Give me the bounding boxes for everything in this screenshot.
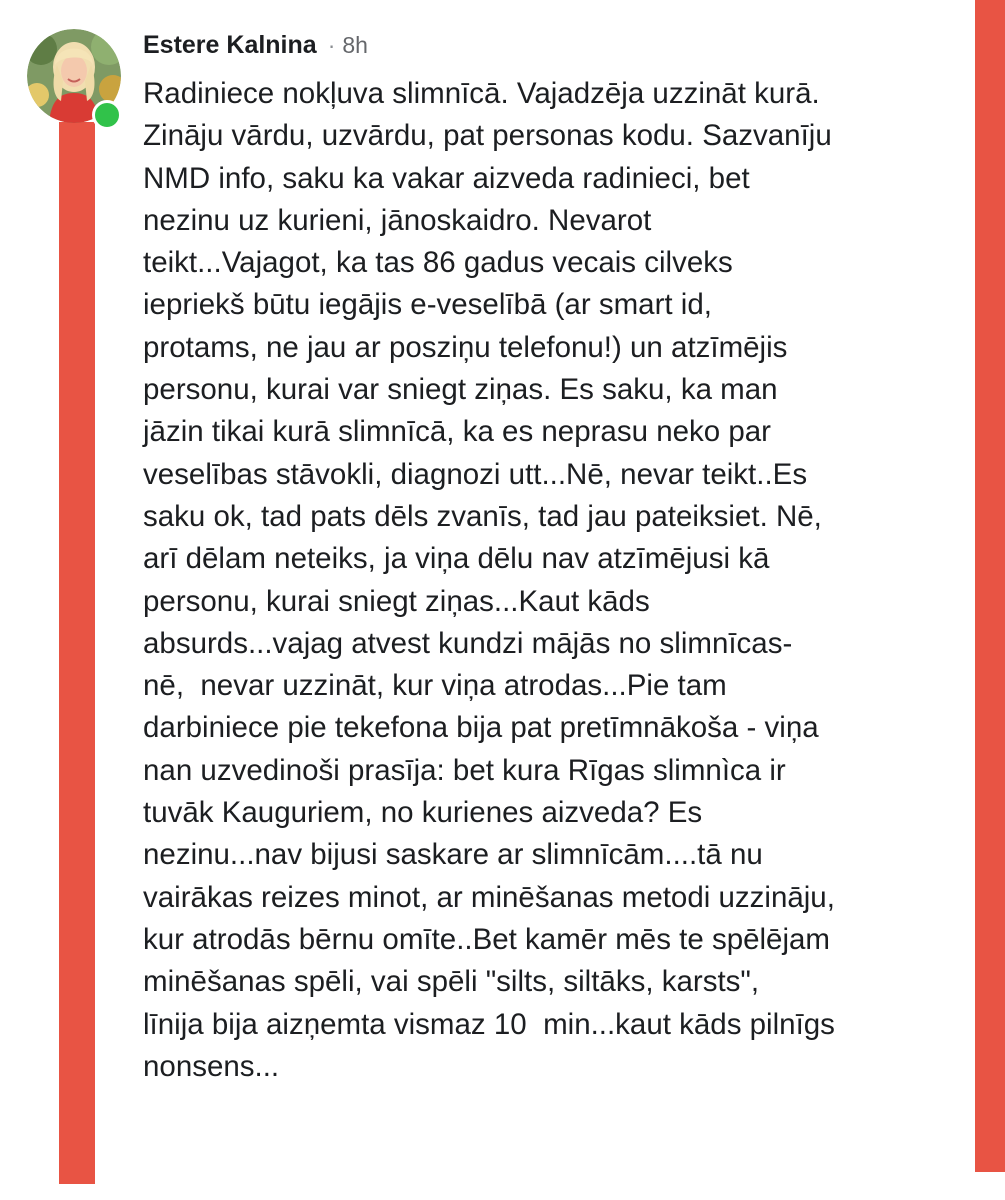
online-status-dot (92, 100, 122, 130)
author-name[interactable]: Estere Kalnina (143, 31, 317, 59)
comment-text-line: teikt...Vajagot, ka tas 86 gadus vecais cilveks (143, 246, 733, 280)
thread-bar-left (59, 122, 95, 1184)
thread-bar-right (975, 0, 1005, 1172)
comment-text-line: iepriekš būtu iegājis e-veselībā (ar smart id, (143, 288, 712, 322)
comment-text-line: nē, nevar uzzināt, kur viņa atrodas...Pie tam (143, 669, 727, 703)
comment-text-line: kur atrodās bērnu omīte..Bet kamēr mēs te spēlējam (143, 922, 830, 956)
comment-text-line: minēšanas spēli, vai spēli "silts, siltāks, karsts", (143, 965, 760, 999)
comment-text-line: līnija bija aizņemta vismaz 10 min...kaut kāds pilnīgs (143, 1007, 835, 1041)
comment-header (143, 31, 368, 60)
comment-text-line: nezinu...nav bijusi saskare ar slimnīcām....tā nu (143, 838, 763, 872)
comment-text-line: Zināju vārdu, uzvārdu, pat personas kodu. Sazvanīju (143, 119, 832, 153)
comment-text-line: nan uzvedinoši prasīja: bet kura Rīgas slimnìca ir (143, 753, 786, 787)
comment-text-line: vairākas reizes minot, ar minēšanas metodi uzzināju, (143, 880, 835, 914)
comment-text-line: tuvāk Kauguriem, no kurienes aizveda? Es (143, 796, 703, 830)
comment-text-line: personu, kurai sniegt ziņas...Kaut kāds (143, 584, 650, 618)
comment-text-line: NMD info, saku ka vakar aizveda radinieci, bet (143, 161, 750, 195)
comment-text-line: darbiniece pie tekefona bija pat pretīmnākoša - viņa (143, 711, 819, 745)
avatar[interactable] (27, 29, 121, 123)
comment-text-line: protams, ne jau ar posziņu telefonu!) un atzīmējis (143, 330, 788, 364)
comment-text-line: Radiniece nokļuva slimnīcā. Vajadzēja uzzināt kurā. (143, 77, 820, 110)
comment-body (143, 73, 973, 1088)
comment-text-line: absurds...vajag atvest kundzi mājās no slimnīcas- (143, 626, 793, 660)
comment-text-line: jāzin tikai kurā slimnīcā, ka es neprasu neko par (143, 415, 771, 449)
comment-text-line: nonsens... (143, 1049, 280, 1083)
comment-text-line: personu, kurai var sniegt ziņas. Es saku, ka man (143, 373, 778, 407)
comment-text-line: saku ok, tad pats dēls zvanīs, tad jau pateiksiet. Nē, (143, 499, 822, 533)
comment-text-line: nezinu uz kurieni, jānoskaidro. Nevarot (143, 203, 652, 237)
comment-text-line: veselības stāvokli, diagnozi utt...Nē, nevar teikt..Es (143, 457, 808, 491)
comment-text-line: arī dēlam neteiks, ja viņa dēlu nav atzīmējusi kā (143, 542, 770, 576)
timestamp[interactable]: 8h (342, 32, 368, 58)
meta-separator: · (327, 32, 336, 58)
